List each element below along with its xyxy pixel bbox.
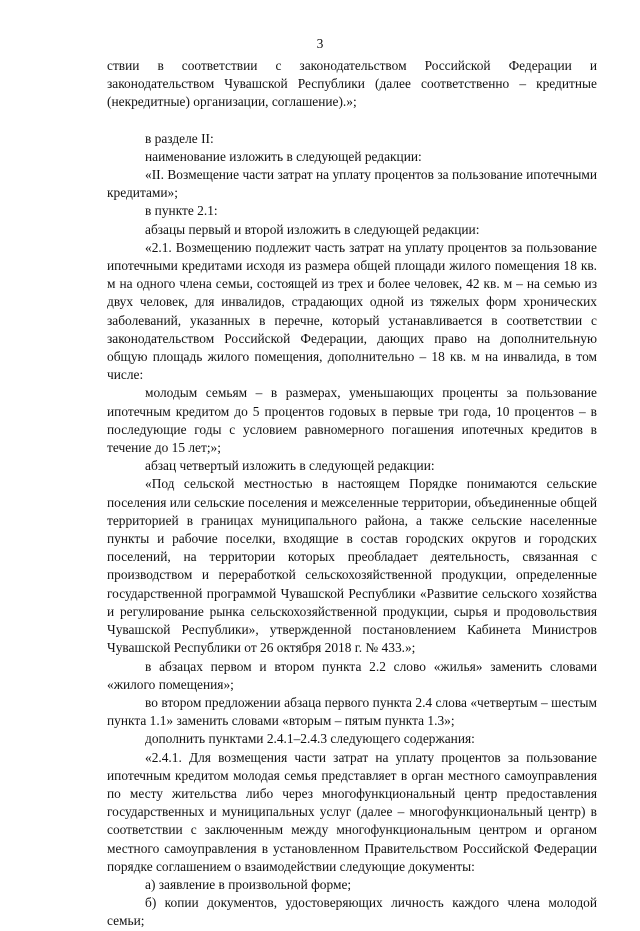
paragraph-continuation: ствии в соответствии с законодательством Российской Федерации и законодательством Чувашской Республики (далее соответственно – кредитные (некредитные) организации, соглашение).»;	[107, 58, 597, 110]
paragraph-section-ii: в разделе II:	[145, 130, 214, 146]
paragraph-rural-definition: «Под сельской местностью в настоящем Порядке понимаются сельские поселения или сельские поселения и межселенные территории, объединенные общей территорией в границах муниципального района, а также сельские населенные пункты и рабочие поселки, входящие в состав городских округов и городских поселений, на территории которых преобладает деятельность, связанная с производством и переработкой сельскохозяйственной продукции, определенные государственной программой Чувашской Республики «Развитие сельского хозяйства и регулирование рынка сельскохозяйственной продукции, сырья и продовольствия Чувашской Республики», утвержденной постановлением Кабинета Министров Чувашской Республики от 26 октября 2018 г. № 433.»;	[107, 476, 597, 656]
list-item-b: б) копии документов, удостоверяющих личность каждого члена молодой семьи;	[107, 895, 597, 929]
paragraph-title-change: наименование изложить в следующей редакции:	[145, 148, 422, 164]
paragraph-2-4-1: «2.4.1. Для возмещения части затрат на уплату процентов за пользование ипотечным кредитом молодая семья представляет в орган местного самоуправления по месту жительства либо через многофункциональный центр предоставления государственных и муниципальных услуг (далее – многофункциональный центр) в соответствии с заключенным между многофункциональным центром и органом местного самоуправления в установленном Правительством Российской Федерации порядке соглашением о взаимодействии следующие документы:	[107, 749, 597, 874]
paragraph-point-2-2: в абзацах первом и втором пункта 2.2 слово «жилья» заменить словами «жилого помещения»;	[107, 658, 597, 692]
document-body	[107, 57, 597, 931]
paragraph-point-2-1: в пункте 2.1:	[145, 203, 218, 219]
paragraph-young-families: молодым семьям – в размерах, уменьшающих проценты за пользование ипотечным кредитом до 5 процентов годовых в первые три года, 10 процентов – в последующие годы с условием равномерного погашения ипотечных кредитов в течение до 15 лет;»;	[107, 385, 597, 456]
paragraph-point-2-4: во втором предложении абзаца первого пункта 2.4 слова «четвертым – шестым пункта 1.1» заменить словами «вторым – пятым пункта 1.3»;	[107, 694, 597, 729]
paragraph-add-points: дополнить пунктами 2.4.1–2.4.3 следующего содержания:	[145, 731, 475, 747]
paragraph-2-1-text: «2.1. Возмещению подлежит часть затрат на уплату процентов за пользование ипотечными кредитами исходя из размера общей площади жилого помещения 18 кв. м на одного члена семьи, состоящей из трех и более человек, 42 кв. м – на семью из двух человек, для инвалидов, страдающих одной из тяжелых форм хронических заболеваний, указанных в перечне, который устанавливается в соответствии с законодательством Российской Федерации, дающих право на дополнительную общую площадь жилого помещения, дополнительно – 18 кв. м на инвалида, в том числе:	[107, 239, 597, 383]
list-item-a: а) заявление в произвольной форме;	[145, 876, 352, 892]
page-number: 3	[316, 36, 324, 51]
paragraph-new-title: «II. Возмещение части затрат на уплату процентов за пользование ипотечными кредитами»;	[107, 167, 597, 201]
paragraph-abzacy: абзацы первый и второй изложить в следующей редакции:	[145, 221, 480, 237]
paragraph-abzac-fourth: абзац четвертый изложить в следующей редакции:	[145, 458, 435, 474]
